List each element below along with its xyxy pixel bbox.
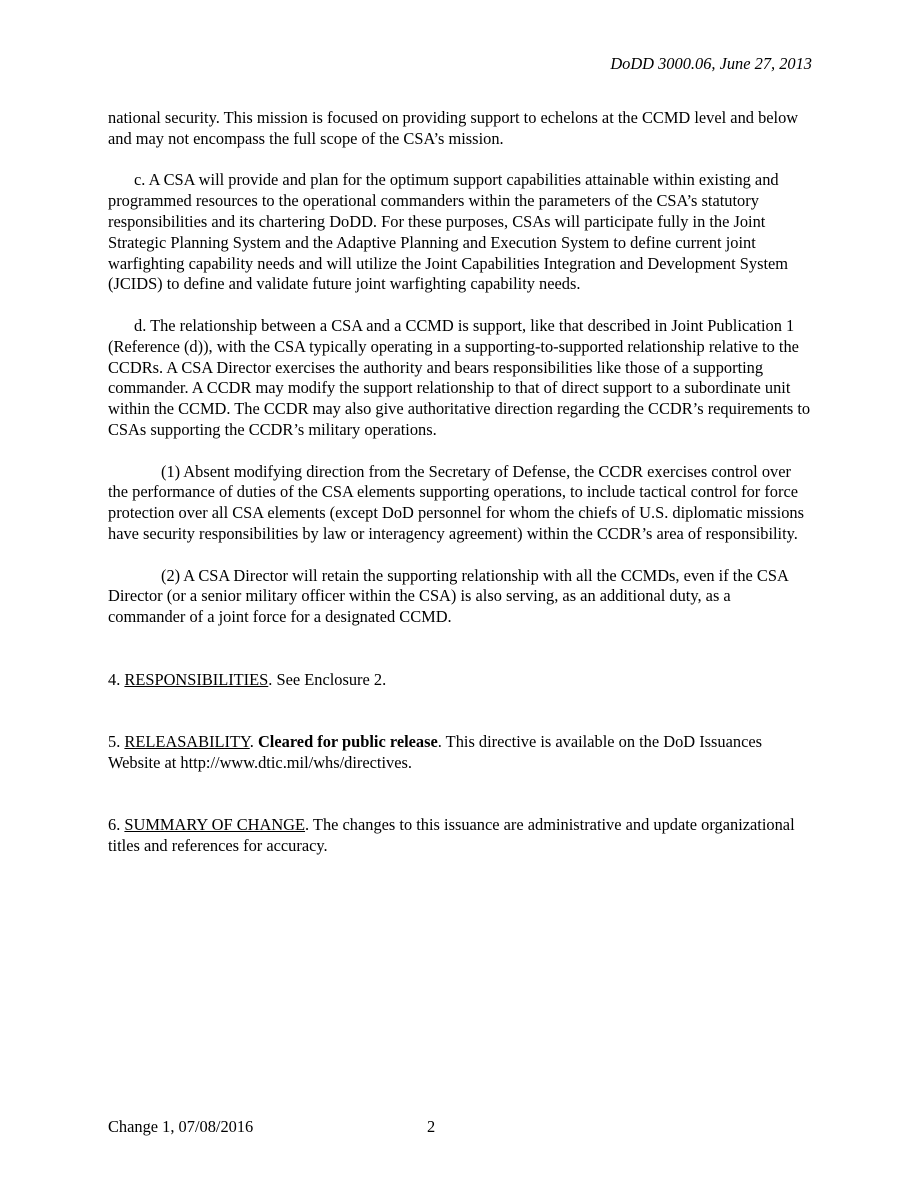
section-5-title: RELEASABILITY [124, 731, 250, 751]
document-body [108, 108, 812, 857]
footer-change: Change 1, 07/08/2016 [108, 1117, 254, 1136]
section-5-number: 5. [108, 731, 125, 751]
paragraph-c: c. A CSA will provide and plan for the optimum support capabilities attainable within existing and programmed resources to the operational commanders within the parameters of the CSA’s statutory responsibilities and its chartering DoDD. For these purposes, CSAs will participate fully in the Joint Strategic Planning System and the Adaptive Planning and Execution System to define current joint warfighting capability needs and will utilize the Joint Capabilities Integration and Development System (JCIDS) to define and validate future joint warfighting capability needs. [108, 170, 789, 294]
footer-page-number: 2 [427, 1117, 436, 1136]
section-5 [108, 732, 812, 774]
paragraph-d1: (1) Absent modifying direction from the Secretary of Defense, the CCDR exercises control over the performance of duties of the CSA elements supporting operations, to include tactical control for force protection over all CSA elements (except DoD personnel for whom the chiefs of U.S. diplomatic missions have security responsibilities by law or interagency agreement) within the CCDR’s area of responsibility. [108, 461, 805, 543]
paragraph-d: d. The relationship between a CSA and a CCMD is support, like that described in Joint Publication 1 (Reference (d)), with the CSA typically operating in a supporting-to-supported relationship relative to the CCDRs. A CSA Director exercises the authority and bears responsibilities like those of a supporting commander. A CCDR may modify the support relationship to that of direct support to a subordinate unit within the CCMD. The CCDR may also give authoritative direction regarding the CCDR’s requirements to CSAs supporting the CCDR’s military operations. [108, 315, 811, 439]
document-header: DoDD 3000.06, June 27, 2013 [610, 54, 812, 73]
section-5-text: . This directive is available on the DoD Issuances Website at http://www.dtic.mil/whs/directives. [108, 731, 763, 772]
section-6 [108, 815, 812, 857]
paragraph-d2: (2) A CSA Director will retain the supporting relationship with all the CCMDs, even if the CSA Director (or a senior military officer within the CSA) is also serving, as an additional duty, as a commander of a joint force for a designated CCMD. [108, 565, 788, 627]
section-4 [108, 670, 812, 691]
section-5-bold: Cleared for public release [257, 731, 438, 751]
section-6-number: 6. [108, 815, 125, 835]
paragraph-continuation: national security. This mission is focused on providing support to echelons at the CCMD level and below and may not encompass the full scope of the CSA’s mission. [108, 108, 799, 148]
section-5-sep: . [249, 731, 258, 751]
section-6-title: SUMMARY OF CHANGE [124, 815, 306, 835]
section-4-number: 4. [108, 669, 125, 689]
section-6-text: . The changes to this issuance are administrative and update organizational titles and references for accuracy. [108, 815, 795, 855]
section-4-title: RESPONSIBILITIES [124, 669, 269, 689]
section-4-text: . See Enclosure 2. [268, 669, 387, 689]
